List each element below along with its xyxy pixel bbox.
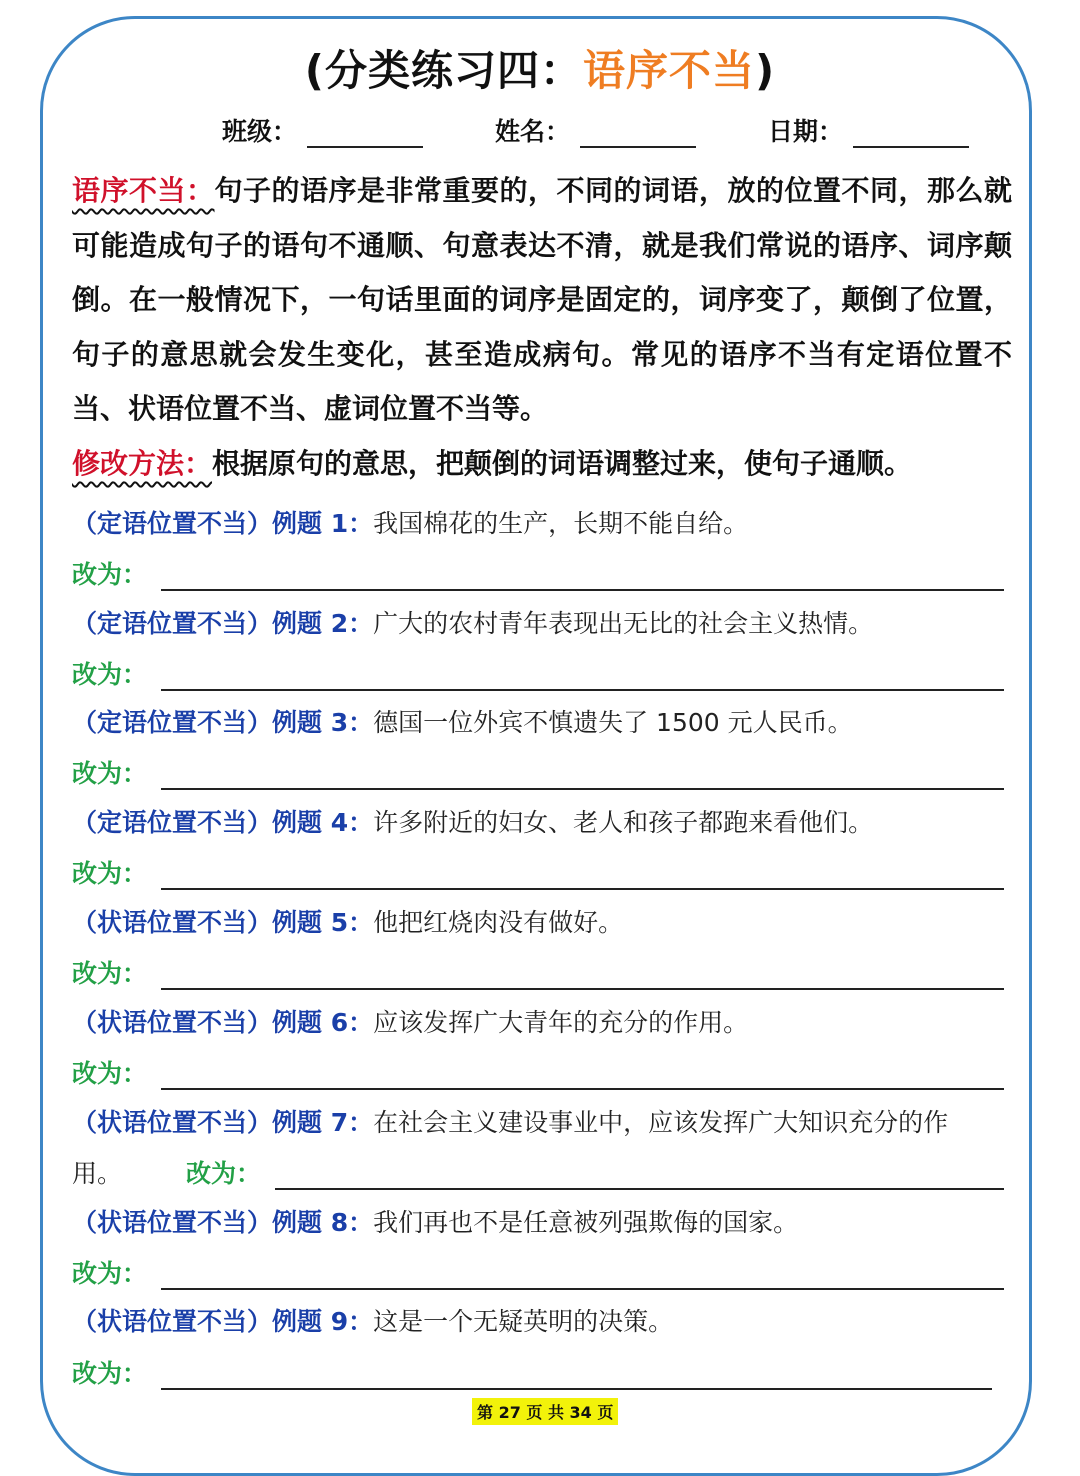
example-tag: （状语位置不当）例题 7： [72,1108,374,1137]
example-8 [72,1203,1007,1239]
example-7-tail: 用。 [72,1159,123,1188]
example-2 [72,604,1007,640]
example-tag: （定语位置不当）例题 3： [72,708,374,737]
answer-line-5 [72,954,1004,990]
answer-blank[interactable] [161,1260,1004,1290]
intro-paragraph [72,164,1012,492]
example-7 [72,1103,1007,1139]
example-4 [72,803,1007,839]
answer-label: 改为： [72,859,148,888]
method-heading: 修改方法： [72,446,213,480]
example-tag: （定语位置不当）例题 1： [72,509,374,538]
term-heading: 语序不当： [72,174,215,207]
example-5 [72,903,1007,939]
example-1 [72,504,1007,540]
answer-blank[interactable] [161,1060,1004,1090]
method-text: 根据原句的意思，把颠倒的词语调整过来，使句子通顺。 [212,446,913,480]
title-accent: 语序不当 [582,46,755,95]
answer-label: 改为： [72,759,148,788]
answer-line-7 [72,1154,1004,1190]
page-indicator: 第 27 页 共 34 页 [472,1398,618,1425]
date-label: 日期： [768,117,844,146]
answer-blank[interactable] [161,760,1004,790]
answer-line-4 [72,854,1004,890]
name-blank[interactable] [580,116,696,148]
name-field [495,112,696,148]
class-label: 班级： [222,117,298,146]
example-6 [72,1003,1007,1039]
term-definition: 句子的语序是非常重要的，不同的词语，放的位置不同，那么就可能造成句子的语句不通顺、句意表达不清，就是我们常说的语序、词序颠倒。在一般情况下，一句话里面的词序是固定的，词序变了，颠倒了位置，句子的意思就会发生变化，甚至造成病句。常见的语序不当有定语位置不当、状语位置不当、虚词位置不当等。 [72,174,1012,426]
answer-label: 改为： [72,1259,148,1288]
answer-line-9 [72,1354,992,1390]
answer-label: 改为： [72,560,148,589]
answer-blank[interactable] [275,1160,1004,1190]
answer-label: 改为： [186,1159,262,1188]
answer-label: 改为： [72,1059,148,1088]
example-sentence: 在社会主义建设事业中，应该发挥广大知识充分的作 [373,1108,949,1137]
example-3 [72,703,1007,739]
answer-blank[interactable] [161,860,1004,890]
date-blank[interactable] [853,116,969,148]
example-sentence: 他把红烧肉没有做好。 [373,908,624,937]
title-prefix: (分类练习四： [304,46,583,95]
example-sentence: 我们再也不是任意被列强欺侮的国家。 [373,1208,799,1237]
example-tag: （状语位置不当）例题 8： [72,1208,374,1237]
name-label: 姓名： [495,117,571,146]
answer-line-3 [72,754,1004,790]
example-sentence: 我国棉花的生产，长期不能自给。 [373,509,749,538]
example-tag: （状语位置不当）例题 6： [72,1008,374,1037]
example-sentence: 这是一个无疑英明的决策。 [373,1307,674,1336]
answer-line-2 [72,655,1004,691]
example-sentence: 许多附近的妇女、老人和孩子都跑来看他们。 [373,808,874,837]
answer-line-8 [72,1254,1004,1290]
example-sentence: 德国一位外宾不慎遗失了 1500 元人民币。 [373,708,853,737]
answer-label: 改为： [72,1359,148,1388]
example-tag: （状语位置不当）例题 5： [72,908,374,937]
answer-blank[interactable] [161,1360,992,1390]
answer-line-1 [72,555,1004,591]
example-tag: （状语位置不当）例题 9： [72,1307,374,1336]
example-sentence: 应该发挥广大青年的充分的作用。 [373,1008,749,1037]
class-field [222,112,423,148]
example-sentence: 广大的农村青年表现出无比的社会主义热情。 [373,609,874,638]
answer-blank[interactable] [161,960,1004,990]
example-tag: （定语位置不当）例题 4： [72,808,374,837]
answer-line-6 [72,1054,1004,1090]
date-field [768,112,969,148]
title-suffix: ) [755,46,776,95]
example-9 [72,1302,1007,1338]
example-tag: （定语位置不当）例题 2： [72,609,374,638]
answer-label: 改为： [72,660,148,689]
student-info-row [222,112,1041,148]
answer-blank[interactable] [161,561,1004,591]
answer-label: 改为： [72,959,148,988]
answer-blank[interactable] [161,661,1004,691]
class-blank[interactable] [307,116,423,148]
page-title [0,38,1080,98]
